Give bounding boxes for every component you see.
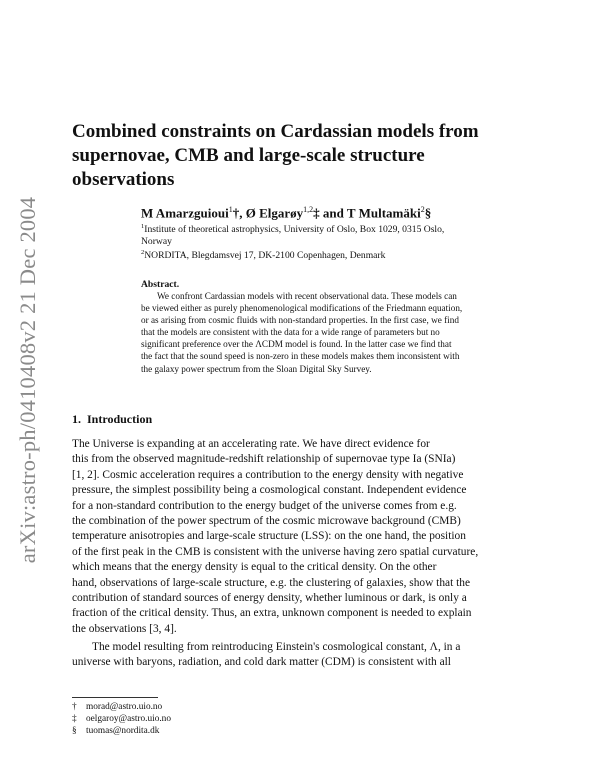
abstract-line: that the models are consistent with the data for a wide range of parameters but no bbox=[141, 327, 440, 338]
affiliation-number: 1 bbox=[141, 223, 145, 230]
affiliation-line bbox=[141, 247, 561, 262]
affiliation-text: NORDITA, Blegdamsvej 17, DK-2100 Copenhagen, Denmark bbox=[144, 250, 386, 262]
abstract-line: We confront Cardassian models with recent observational data. These models can bbox=[157, 291, 457, 301]
affiliation-line bbox=[141, 221, 561, 236]
body-line: temperature anisotropies and large-scale structure (LSS): on the one hand, the position bbox=[72, 530, 466, 543]
body-line: which means that the energy density is equal to the critical density. On the other bbox=[72, 561, 437, 574]
title-line: observations bbox=[72, 169, 175, 190]
author-list bbox=[141, 205, 431, 221]
footnote-mark: § bbox=[72, 726, 77, 736]
body-line: The model resulting from reintroducing Einstein's cosmological constant, Λ, in a bbox=[92, 641, 461, 653]
footnote-email: oelgaroy@astro.uio.no bbox=[86, 714, 171, 724]
footnote-mark: § bbox=[424, 205, 432, 221]
footnote bbox=[72, 713, 171, 725]
body-line: the combination of the power spectrum of the cosmic microwave background (CMB) bbox=[72, 515, 461, 528]
body-line: contribution of standard sources of energy density, whether luminous or dark, is only a bbox=[72, 592, 467, 605]
title-line: supernovae, CMB and large-scale structure bbox=[72, 145, 425, 166]
paper-title bbox=[72, 120, 542, 192]
abstract-line: the fact that the sound speed is non-zero in these models makes them inconsistent with bbox=[141, 351, 460, 362]
title-line: Combined constraints on Cardassian models from bbox=[72, 121, 479, 142]
section-number: 1. bbox=[72, 412, 81, 426]
body-line: of the first peak in the CMB is consistent with the universe having zero spatial curvature, bbox=[72, 545, 479, 558]
footnote-email: tuomas@nordita.dk bbox=[86, 726, 160, 736]
section-heading bbox=[72, 412, 152, 427]
body-line: The Universe is expanding at an accelerating rate. We have direct evidence for bbox=[72, 438, 430, 450]
intro-paragraph-2 bbox=[72, 640, 540, 671]
abstract-body bbox=[141, 290, 541, 375]
affiliation-ref: 2 bbox=[420, 205, 425, 214]
body-line: the observations [3, 4]. bbox=[72, 622, 177, 635]
footnote bbox=[72, 701, 171, 713]
footnotes bbox=[72, 701, 171, 737]
footnote-mark: † bbox=[72, 702, 77, 712]
author-separator: , bbox=[239, 205, 246, 221]
footnote-mark: † bbox=[232, 205, 240, 221]
section-title: Introduction bbox=[87, 412, 153, 426]
body-line: hand, observations of large-scale structure, e.g. the clustering of galaxies, show that the bbox=[72, 576, 471, 589]
author-name: Ø Elgarøy bbox=[245, 205, 304, 221]
arxiv-stamp-text: arXiv:astro-ph/0410408v2 21 Dec 2004 bbox=[15, 196, 40, 564]
body-line: pressure, the simplest possibility being a cosmological constant. Independent evidence bbox=[72, 484, 467, 497]
footnote-mark: ‡ bbox=[313, 205, 320, 221]
intro-paragraph-1 bbox=[72, 437, 540, 637]
affiliation-number: 2 bbox=[141, 249, 145, 256]
author-name: T Multamäki bbox=[346, 205, 421, 221]
body-line: universe with baryons, radiation, and cold dark matter (CDM) is consistent with all bbox=[72, 656, 451, 669]
body-line: this from the observed magnitude-redshift relationship of supernovae type Ia (SNIa) bbox=[72, 453, 456, 466]
affiliation-text: Institute of theoretical astrophysics, University of Oslo, Box 1029, 0315 Oslo, bbox=[144, 224, 445, 236]
affiliation-ref: 1 bbox=[228, 205, 233, 214]
abstract-line: the galaxy power spectrum from the Sloan Digital Sky Survey. bbox=[141, 363, 372, 374]
abstract-line: be viewed either as purely phenomenological modifications of the Friedmann equation, bbox=[141, 303, 463, 314]
author-name: M Amarzguioui bbox=[141, 205, 229, 221]
footnote bbox=[72, 725, 171, 737]
affiliation-2 bbox=[141, 247, 561, 262]
body-line: for a non-standard contribution to the energy budget of the universe comes from e.g. bbox=[72, 499, 457, 512]
footnote-email: morad@astro.uio.no bbox=[86, 702, 163, 712]
abstract-line: or as arising from cosmic fluids with non-standard properties. In the first case, we find bbox=[141, 315, 459, 326]
abstract-line: significant preference over the ΛCDM model is found. In the latter case we find that bbox=[141, 339, 452, 350]
footnote-mark: ‡ bbox=[72, 714, 77, 724]
footnote-divider bbox=[72, 697, 158, 698]
affiliation-line: Norway bbox=[141, 236, 172, 248]
affiliation-1 bbox=[141, 221, 561, 248]
body-line: fraction of the critical density. Thus, an extra, unknown component is needed to explain bbox=[72, 607, 472, 620]
arxiv-stamp bbox=[10, 196, 46, 564]
author-separator: and bbox=[319, 205, 347, 221]
abstract-heading: Abstract. bbox=[141, 279, 180, 290]
affiliation-ref: 1,2 bbox=[303, 205, 314, 214]
body-line: [1, 2]. Cosmic acceleration requires a contribution to the energy density with negative bbox=[72, 468, 464, 481]
